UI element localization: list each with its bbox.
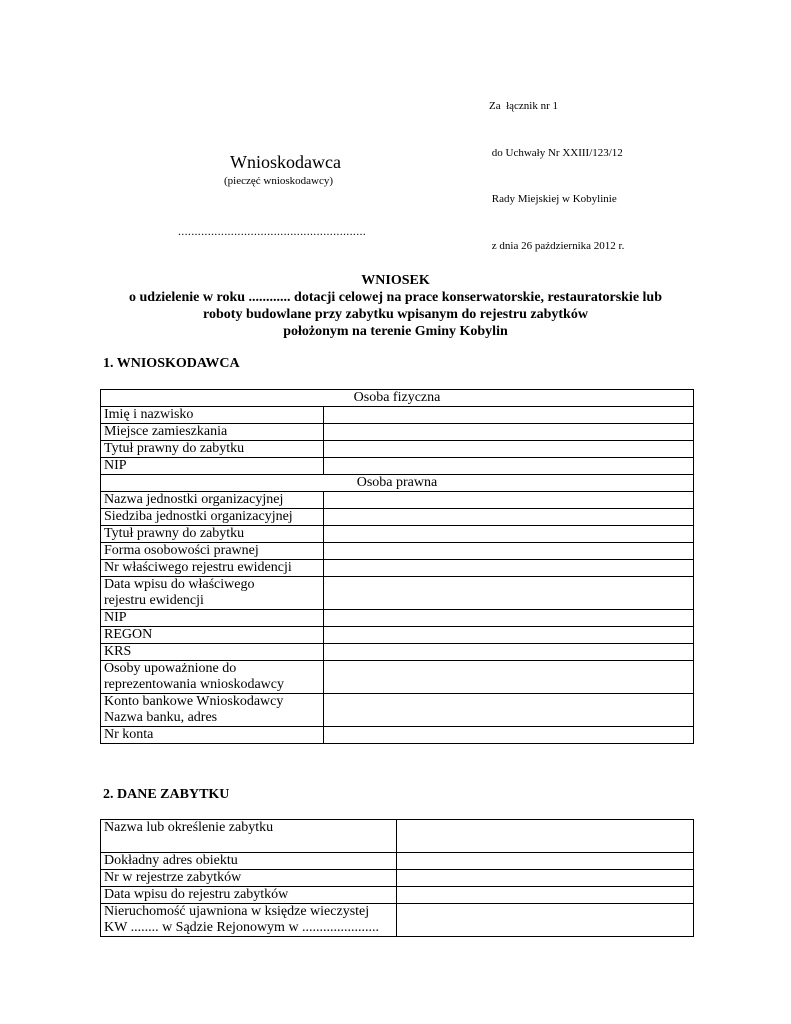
field-label: Siedziba jednostki organizacyjnej <box>101 509 324 526</box>
table-row <box>101 458 694 475</box>
field-label <box>101 577 324 610</box>
field-label <box>101 904 397 937</box>
table-row <box>101 441 694 458</box>
field-value-cell[interactable] <box>324 509 694 526</box>
field-label-line: Nieruchomość ujawniona w księdze wieczystej <box>104 904 370 919</box>
field-value-cell[interactable] <box>324 577 694 610</box>
field-value-cell[interactable] <box>397 870 694 887</box>
field-value-cell[interactable] <box>324 661 694 694</box>
table-row <box>101 509 694 526</box>
field-value-cell[interactable] <box>324 727 694 744</box>
table-row <box>101 904 694 937</box>
field-label-line: KW ........ w Sądzie Rejonowym w ...................... <box>104 920 380 935</box>
table-row <box>101 543 694 560</box>
field-label: Nr konta <box>101 727 324 744</box>
table-row <box>101 644 694 661</box>
title-line: roboty budowlane przy zabytku wpisanym do rejestru zabytków <box>203 307 588 322</box>
table-row <box>101 870 694 887</box>
signature-line: ......................................................... <box>178 224 367 238</box>
section-title: 2. DANE ZABYTKU <box>103 787 230 802</box>
table-row <box>101 853 694 870</box>
table-row <box>101 627 694 644</box>
field-label: KRS <box>101 644 324 661</box>
table-row <box>101 492 694 509</box>
field-label: Miejsce zamieszkania <box>101 424 324 441</box>
annex-line: Za łącznik nr 1 <box>489 100 559 112</box>
field-value-cell[interactable] <box>324 627 694 644</box>
field-label: Forma osobowości prawnej <box>101 543 324 560</box>
field-value-cell[interactable] <box>324 441 694 458</box>
monument-table <box>100 819 694 937</box>
field-label: Dokładny adres obiektu <box>101 853 397 870</box>
table-row <box>101 727 694 744</box>
field-value-cell[interactable] <box>397 820 694 853</box>
field-value-cell[interactable] <box>397 904 694 937</box>
field-value-cell[interactable] <box>324 610 694 627</box>
field-label: Nr w rejestrze zabytków <box>101 870 397 887</box>
table-row <box>101 661 694 694</box>
field-label-line: rejestru ewidencji <box>104 593 204 608</box>
document-title <box>0 272 791 340</box>
table-header: Osoba fizyczna <box>101 390 694 407</box>
field-label: Tytuł prawny do zabytku <box>101 526 324 543</box>
field-value-cell[interactable] <box>397 853 694 870</box>
field-label-line: Konto bankowe Wnioskodawcy <box>104 694 284 709</box>
field-label: Tytuł prawny do zabytku <box>101 441 324 458</box>
annex-line: Rady Miejskiej w Kobylinie <box>489 193 617 205</box>
field-value-cell[interactable] <box>324 694 694 727</box>
field-label-line: Data wpisu do właściwego <box>104 577 255 592</box>
table-row <box>101 407 694 424</box>
field-label: Imię i nazwisko <box>101 407 324 424</box>
field-label: Nazwa jednostki organizacyjnej <box>101 492 324 509</box>
table-row <box>101 526 694 543</box>
field-label <box>101 694 324 727</box>
field-value-cell[interactable] <box>324 644 694 661</box>
applicant-label: Wnioskodawca <box>230 152 341 172</box>
field-label: Nazwa lub określenie zabytku <box>101 820 397 853</box>
field-value-cell[interactable] <box>324 492 694 509</box>
stamp-label: (pieczęć wnioskodawcy) <box>224 175 334 187</box>
table-row <box>101 610 694 627</box>
field-label: Nr właściwego rejestru ewidencji <box>101 560 324 577</box>
table-row <box>101 820 694 853</box>
annex-note <box>489 68 624 270</box>
field-label-line: reprezentowania wnioskodawcy <box>104 677 284 692</box>
field-label-line: Osoby upoważnione do <box>104 661 237 676</box>
field-label: NIP <box>101 458 324 475</box>
title-line: położonym na terenie Gminy Kobylin <box>283 324 508 339</box>
table-row <box>101 577 694 610</box>
field-value-cell[interactable] <box>324 407 694 424</box>
field-value-cell[interactable] <box>324 560 694 577</box>
field-label-line: Nazwa banku, adres <box>104 710 218 725</box>
field-label: Data wpisu do rejestru zabytków <box>101 887 397 904</box>
title-line: o udzielenie w roku ............ dotacji celowej na prace konserwatorskie, restauratorskie lub <box>129 290 662 305</box>
field-value-cell[interactable] <box>324 458 694 475</box>
title-heading: WNIOSEK <box>361 273 430 288</box>
field-label: NIP <box>101 610 324 627</box>
table-row <box>101 424 694 441</box>
annex-line: do Uchwały Nr XXIII/123/12 <box>489 146 623 159</box>
table-row <box>101 887 694 904</box>
field-value-cell[interactable] <box>324 526 694 543</box>
table-row <box>101 694 694 727</box>
field-label: REGON <box>101 627 324 644</box>
field-value-cell[interactable] <box>324 424 694 441</box>
table-header: Osoba prawna <box>101 475 694 492</box>
field-value-cell[interactable] <box>397 887 694 904</box>
section-title: 1. WNIOSKODAWCA <box>103 356 240 371</box>
annex-line: z dnia 26 października 2012 r. <box>489 239 625 252</box>
applicant-table <box>100 389 694 744</box>
field-value-cell[interactable] <box>324 543 694 560</box>
field-label <box>101 661 324 694</box>
table-row <box>101 560 694 577</box>
